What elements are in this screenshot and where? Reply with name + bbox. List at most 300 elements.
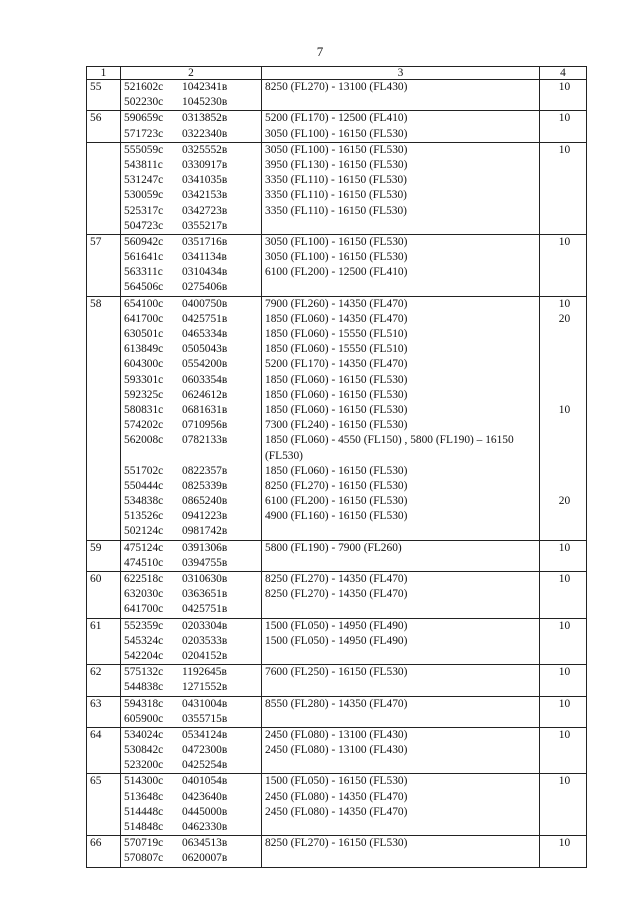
altitude-range	[265, 602, 539, 617]
coordinate-pair	[121, 634, 261, 649]
coordinates-cell	[121, 111, 262, 142]
longitude: 0341035в	[182, 174, 228, 187]
altitude-range: 6100 (FL200) - 16150 (FL530)	[265, 495, 408, 508]
altitude-cell	[262, 665, 540, 696]
value-cell	[540, 572, 587, 619]
coordinate-pair	[121, 312, 261, 327]
value: 10	[558, 235, 571, 248]
coordinates-cell	[121, 540, 262, 571]
altitude-range: 3950 (FL130) - 16150 (FL530)	[265, 158, 408, 171]
value-cell	[540, 618, 587, 665]
table-row	[87, 111, 587, 142]
altitude-range: 3350 (FL110) - 16150 (FL530)	[265, 204, 407, 217]
value: 10	[558, 619, 571, 632]
table-row	[87, 234, 587, 296]
row-number-cell	[87, 665, 121, 696]
longitude: 0445000в	[182, 805, 228, 818]
longitude: 0400750в	[182, 297, 228, 310]
coordinate-pair	[121, 173, 261, 188]
altitude-range: 3050 (FL100) - 16150 (FL530)	[265, 127, 408, 140]
coordinates-cell	[121, 618, 262, 665]
coordinate-pair	[121, 851, 261, 866]
latitude: 605900c	[124, 712, 164, 725]
value	[543, 602, 586, 617]
longitude: 0425751в	[182, 603, 228, 616]
latitude: 570719c	[124, 837, 164, 850]
altitude-range: 8250 (FL270) - 16150 (FL530)	[265, 837, 408, 850]
value: 20	[558, 495, 571, 508]
altitude-range: 5200 (FL170) - 14350 (FL470)	[265, 358, 408, 371]
longitude: 0425751в	[182, 312, 228, 325]
altitude-cell	[262, 80, 540, 111]
altitude-range: 1500 (FL050) - 16150 (FL530)	[265, 775, 408, 788]
altitude-range: 7300 (FL240) - 16150 (FL530)	[265, 419, 408, 432]
latitude: 594318c	[124, 697, 164, 710]
value: 10	[558, 143, 571, 156]
value-cell	[540, 111, 587, 142]
longitude: 0782133в	[182, 434, 228, 447]
value	[543, 250, 586, 265]
row-number-cell	[87, 696, 121, 727]
value: 10	[558, 297, 571, 310]
latitude: 514300c	[124, 775, 164, 788]
latitude: 523200c	[124, 759, 164, 772]
latitude: 632030c	[124, 588, 164, 601]
latitude: 593301c	[124, 373, 164, 386]
latitude: 580831c	[124, 403, 164, 416]
coordinate-pair	[121, 342, 261, 357]
value	[543, 556, 586, 571]
value-cell	[540, 836, 587, 867]
latitude: 560942c	[124, 235, 164, 248]
value	[543, 758, 586, 773]
coordinate-pair	[121, 556, 261, 571]
longitude: 0423640в	[182, 790, 228, 803]
latitude: 563311c	[124, 266, 163, 279]
header-cell-1: 1	[87, 67, 121, 80]
latitude: 514848c	[124, 821, 164, 834]
coordinate-pair	[121, 524, 261, 539]
coordinate-pair	[121, 111, 261, 126]
value	[543, 418, 586, 433]
value	[543, 219, 586, 234]
latitude: 654100c	[124, 297, 164, 310]
altitude-range: 8550 (FL280) - 14350 (FL470)	[265, 697, 408, 710]
longitude: 0363651в	[182, 588, 228, 601]
altitude-cell	[262, 836, 540, 867]
altitude-range: 5200 (FL170) - 12500 (FL410)	[265, 112, 408, 125]
latitude: 590659c	[124, 112, 164, 125]
altitude-range	[265, 219, 539, 234]
row-number: 65	[90, 775, 102, 788]
altitude-range	[265, 820, 539, 835]
longitude: 1271552в	[182, 681, 228, 694]
value: 10	[558, 837, 571, 850]
longitude: 0394755в	[182, 556, 228, 569]
coordinate-pair	[121, 728, 261, 743]
latitude: 592325c	[124, 388, 164, 401]
altitude-range: 5800 (FL190) - 7900 (FL260)	[265, 541, 402, 554]
value	[543, 851, 586, 866]
altitude-range: 1850 (FL060) - 16150 (FL530)	[265, 373, 408, 386]
coordinate-pair	[121, 80, 261, 95]
latitude: 613849c	[124, 343, 164, 356]
latitude: 575132c	[124, 666, 164, 679]
altitude-range: 2450 (FL080) - 14350 (FL470)	[265, 805, 408, 818]
altitude-cell	[262, 618, 540, 665]
header-cell-4: 4	[540, 67, 587, 80]
altitude-range: 8250 (FL270) - 16150 (FL530)	[265, 479, 408, 492]
altitude-cell	[262, 296, 540, 540]
longitude: 0355715в	[182, 712, 228, 725]
table-row	[87, 836, 587, 867]
row-number: 59	[90, 541, 102, 554]
altitude-range: 3350 (FL110) - 16150 (FL530)	[265, 189, 407, 202]
longitude: 0505043в	[182, 343, 228, 356]
longitude: 0275406в	[182, 281, 228, 294]
latitude: 555059c	[124, 143, 164, 156]
altitude-range	[265, 758, 539, 773]
page-number: 7	[316, 44, 324, 59]
altitude-range	[265, 649, 539, 664]
header-row	[87, 67, 587, 80]
longitude: 0462330в	[182, 821, 228, 834]
row-number-cell	[87, 540, 121, 571]
latitude: 513648c	[124, 790, 164, 803]
latitude: 521602c	[124, 81, 164, 93]
value: 10	[558, 573, 571, 586]
latitude: 534024c	[124, 728, 164, 741]
latitude: 542204c	[124, 649, 164, 662]
value	[543, 127, 586, 142]
value-cell	[540, 234, 587, 296]
latitude: 550444c	[124, 479, 164, 492]
altitude-range: 2450 (FL080) - 13100 (FL430)	[265, 728, 408, 741]
coordinate-pair	[121, 265, 261, 280]
value: 10	[558, 403, 571, 416]
value	[543, 820, 586, 835]
latitude: 562008c	[124, 434, 164, 447]
longitude: 0865240в	[182, 495, 228, 508]
value	[543, 388, 586, 403]
altitude-range: 7900 (FL260) - 14350 (FL470)	[265, 297, 408, 310]
latitude: 604300c	[124, 358, 164, 371]
longitude: 0203533в	[182, 634, 228, 647]
latitude: 574202c	[124, 419, 164, 432]
value	[543, 265, 586, 280]
altitude-cell	[262, 111, 540, 142]
coordinate-pair	[121, 373, 261, 388]
altitude-cell	[262, 727, 540, 774]
coordinate-pair	[121, 680, 261, 695]
value-cell	[540, 727, 587, 774]
value	[543, 95, 586, 110]
longitude: 0431004в	[182, 697, 228, 710]
coordinate-pair	[121, 509, 261, 524]
table-row	[87, 665, 587, 696]
coordinate-pair	[121, 619, 261, 634]
row-number-cell	[87, 774, 121, 836]
latitude: 630501c	[124, 328, 164, 340]
coordinate-pair	[121, 433, 261, 463]
altitude-range	[265, 851, 539, 866]
row-number: 63	[90, 697, 102, 710]
altitude-cell	[262, 234, 540, 296]
longitude: 0603354в	[182, 373, 228, 386]
longitude: 0624612в	[182, 388, 228, 401]
value: 10	[558, 728, 571, 741]
altitude-range: 1500 (FL050) - 14950 (FL490)	[265, 619, 408, 632]
altitude-range: 1850 (FL060) - 14350 (FL470)	[265, 312, 408, 325]
latitude: 534838c	[124, 495, 164, 508]
longitude: 0825339в	[182, 479, 228, 492]
coordinate-pair	[121, 774, 261, 789]
coordinate-pair	[121, 188, 261, 203]
altitude-range	[265, 680, 539, 695]
coordinates-cell	[121, 296, 262, 540]
zones-table	[86, 66, 587, 868]
longitude: 0681631в	[182, 403, 228, 416]
coordinate-pair	[121, 712, 261, 727]
altitude-range: 6100 (FL200) - 12500 (FL410)	[265, 266, 408, 279]
altitude-range: 1850 (FL060) - 15550 (FL510)	[265, 343, 408, 356]
altitude-range	[265, 712, 539, 727]
table-row	[87, 80, 587, 111]
altitude-range: 8250 (FL270) - 14350 (FL470)	[265, 588, 408, 601]
value	[543, 464, 586, 479]
row-number-cell	[87, 618, 121, 665]
altitude-range: 1850 (FL060) - 16150 (FL530)	[265, 403, 408, 416]
header-cell-2: 2	[121, 67, 262, 80]
value	[543, 280, 586, 295]
latitude: 543811c	[124, 158, 163, 171]
latitude: 502230c	[124, 96, 164, 109]
coordinates-cell	[121, 665, 262, 696]
altitude-range	[265, 280, 539, 295]
value-cell	[540, 665, 587, 696]
longitude: 0330917в	[182, 158, 228, 171]
altitude-range: 8250 (FL270) - 14350 (FL470)	[265, 573, 408, 586]
value	[543, 479, 586, 494]
latitude: 531247c	[124, 174, 164, 187]
longitude: 0822357в	[182, 464, 228, 477]
coordinate-pair	[121, 327, 261, 342]
value	[543, 204, 586, 219]
row-number-cell	[87, 836, 121, 867]
longitude: 1045230в	[182, 96, 228, 109]
row-number: 56	[90, 112, 102, 125]
coordinate-pair	[121, 219, 261, 234]
value	[543, 587, 586, 602]
table-row	[87, 540, 587, 571]
latitude: 641700c	[124, 603, 164, 616]
latitude: 551702c	[124, 464, 164, 477]
value: 10	[558, 112, 571, 125]
table-row	[87, 774, 587, 836]
coordinate-pair	[121, 235, 261, 250]
coordinates-cell	[121, 142, 262, 234]
header-cell-3: 3	[262, 67, 540, 80]
row-number: 60	[90, 573, 102, 586]
longitude: 0472300в	[182, 744, 228, 757]
altitude-range: 1850 (FL060) - 4550 (FL150) , 5800 (FL190) – 16150 (FL530)	[265, 434, 514, 462]
value-cell	[540, 142, 587, 234]
coordinate-pair	[121, 494, 261, 509]
coordinates-cell	[121, 836, 262, 867]
value-cell	[540, 696, 587, 727]
coordinates-cell	[121, 80, 262, 111]
coordinate-pair	[121, 479, 261, 494]
latitude: 525317c	[124, 204, 164, 217]
coordinate-pair	[121, 743, 261, 758]
altitude-cell	[262, 572, 540, 619]
row-number	[90, 143, 120, 158]
altitude-range: 8250 (FL270) - 13100 (FL430)	[265, 81, 408, 93]
altitude-range: 2450 (FL080) - 14350 (FL470)	[265, 790, 408, 803]
latitude: 641700c	[124, 312, 164, 325]
latitude: 474510c	[124, 556, 164, 569]
altitude-cell	[262, 142, 540, 234]
value	[543, 743, 586, 758]
longitude: 0981742в	[182, 525, 228, 538]
latitude: 502124c	[124, 525, 164, 538]
coordinate-pair	[121, 280, 261, 295]
altitude-range: 7600 (FL250) - 16150 (FL530)	[265, 666, 408, 679]
value: 10	[558, 666, 571, 679]
table-row	[87, 296, 587, 540]
row-number-cell	[87, 296, 121, 540]
coordinate-pair	[121, 357, 261, 372]
row-number-cell	[87, 142, 121, 234]
row-number: 66	[90, 837, 102, 850]
value-cell	[540, 540, 587, 571]
altitude-range: 1500 (FL050) - 14950 (FL490)	[265, 634, 408, 647]
row-number-cell	[87, 80, 121, 111]
latitude: 564506c	[124, 281, 164, 294]
longitude: 0710956в	[182, 419, 228, 432]
longitude: 0203304в	[182, 619, 228, 632]
coordinate-pair	[121, 297, 261, 312]
longitude: 0554200в	[182, 358, 228, 371]
coordinate-pair	[121, 649, 261, 664]
longitude: 0204152в	[182, 649, 228, 662]
row-number: 62	[90, 666, 102, 679]
row-number: 64	[90, 728, 102, 741]
altitude-cell	[262, 696, 540, 727]
coordinate-pair	[121, 697, 261, 712]
longitude: 0310434в	[182, 266, 228, 279]
latitude: 570807c	[124, 852, 164, 865]
table-row	[87, 618, 587, 665]
longitude: 0620007в	[182, 852, 228, 865]
value: 20	[558, 312, 571, 325]
longitude: 1042341в	[182, 81, 228, 93]
coordinates-cell	[121, 234, 262, 296]
coordinate-pair	[121, 250, 261, 265]
value	[543, 327, 586, 342]
longitude: 0355217в	[182, 219, 228, 232]
value-cell	[540, 296, 587, 540]
latitude: 544838c	[124, 681, 164, 694]
value	[543, 634, 586, 649]
altitude-range	[265, 556, 539, 571]
altitude-range: 3050 (FL100) - 16150 (FL530)	[265, 143, 408, 156]
longitude: 0634513в	[182, 837, 228, 850]
value	[543, 509, 586, 524]
row-number: 58	[90, 297, 102, 310]
coordinate-pair	[121, 758, 261, 773]
table-row	[87, 142, 587, 234]
table-row	[87, 727, 587, 774]
longitude: 0342723в	[182, 204, 228, 217]
value	[543, 158, 586, 173]
altitude-range	[265, 95, 539, 110]
value: 10	[558, 697, 571, 710]
coordinate-pair	[121, 587, 261, 602]
table-row	[87, 696, 587, 727]
coordinate-pair	[121, 464, 261, 479]
coordinate-pair	[121, 403, 261, 418]
value	[543, 433, 586, 463]
coordinate-pair	[121, 602, 261, 617]
row-number: 61	[90, 619, 102, 632]
latitude: 571723c	[124, 127, 164, 140]
value	[543, 524, 586, 539]
altitude-range: 1850 (FL060) - 16150 (FL530)	[265, 388, 408, 401]
longitude: 0310630в	[182, 573, 228, 586]
coordinates-cell	[121, 696, 262, 727]
coordinate-pair	[121, 665, 261, 680]
longitude: 0465334в	[182, 328, 228, 340]
value: 10	[558, 775, 571, 788]
row-number-cell	[87, 111, 121, 142]
value	[543, 342, 586, 357]
altitude-range: 3350 (FL110) - 16150 (FL530)	[265, 174, 407, 187]
latitude: 530842c	[124, 744, 164, 757]
value	[543, 173, 586, 188]
latitude: 514448c	[124, 805, 164, 818]
latitude: 545324c	[124, 634, 164, 647]
altitude-range: 2450 (FL080) - 13100 (FL430)	[265, 744, 408, 757]
value	[543, 188, 586, 203]
coordinate-pair	[121, 805, 261, 820]
coordinate-pair	[121, 820, 261, 835]
longitude: 0342153в	[182, 189, 228, 202]
longitude: 0391306в	[182, 541, 228, 554]
value	[543, 712, 586, 727]
value-cell	[540, 80, 587, 111]
coordinate-pair	[121, 541, 261, 556]
longitude: 1192645в	[182, 666, 227, 679]
longitude: 0325552в	[182, 143, 228, 156]
value-cell	[540, 774, 587, 836]
coordinate-pair	[121, 572, 261, 587]
latitude: 530059c	[124, 189, 164, 202]
latitude: 475124c	[124, 541, 164, 554]
longitude: 0401054в	[182, 775, 228, 788]
row-number-cell	[87, 234, 121, 296]
longitude: 0425254в	[182, 759, 228, 772]
altitude-cell	[262, 540, 540, 571]
coordinate-pair	[121, 790, 261, 805]
altitude-cell	[262, 774, 540, 836]
longitude: 0351716в	[182, 235, 228, 248]
longitude: 0313852в	[182, 112, 228, 125]
coordinates-cell	[121, 572, 262, 619]
coordinate-pair	[121, 388, 261, 403]
value	[543, 805, 586, 820]
altitude-range: 1850 (FL060) - 16150 (FL530)	[265, 464, 408, 477]
